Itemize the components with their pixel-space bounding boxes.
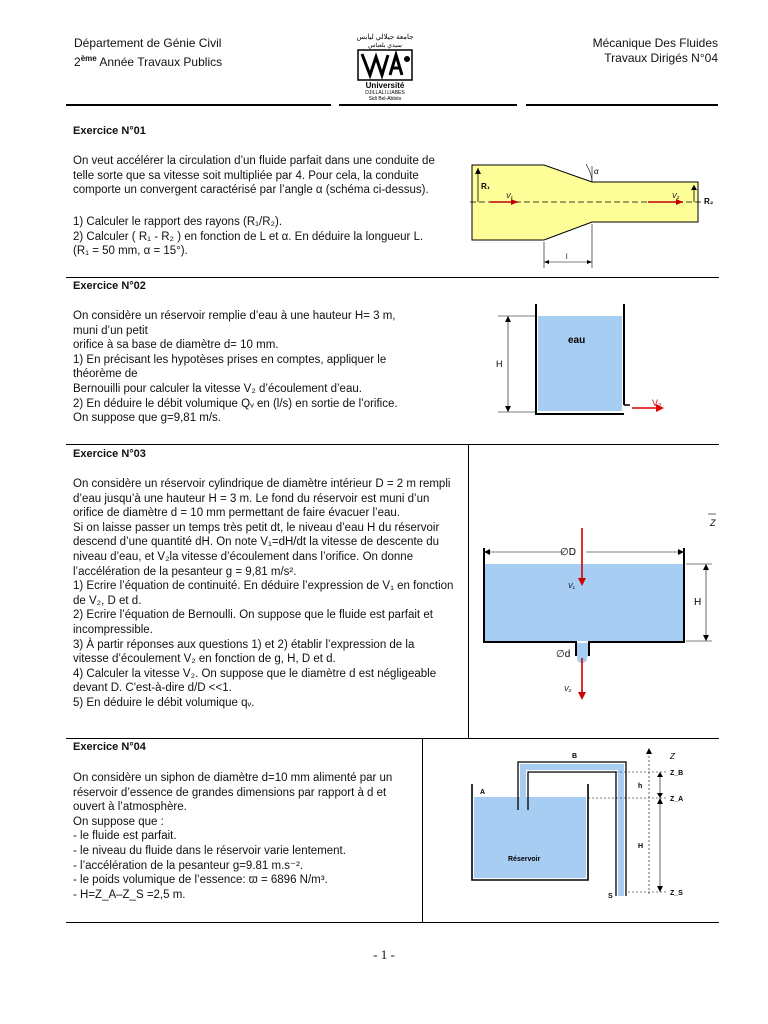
ex1-convergent-figure <box>468 160 720 270</box>
ex3-line: incompressible. <box>73 623 153 636</box>
ex4-h-big-label: H <box>638 843 644 850</box>
ex4-line: On suppose que : <box>73 815 164 828</box>
ex2-line: Bernouilli pour calculer la vitesse V₂ d’écoulement d’eau. <box>73 382 362 395</box>
ex2-line: On considère un réservoir remplie d’eau à une hauteur H= 3 m, <box>73 310 396 322</box>
ex4-line: - l’accélération de la pesanteur g=9.81 m.s⁻². <box>73 859 304 872</box>
ex1-paragraph: On veut accélérer la circulation d’un fluide parfait dans une conduite de telle sorte que sa vitesse soit multipliée par 4. Pour cela, la conduite comporte un convergent caractérisé par l’angle α (schéma ci-dessus). <box>73 155 435 197</box>
ex4-zs-label: Z_S <box>670 890 683 897</box>
ex4-zb-label: Z_B <box>670 770 684 777</box>
ex1-r2-label: R₂ <box>704 197 714 206</box>
ex4-text <box>73 771 418 902</box>
header-divider-middle <box>339 104 517 106</box>
ex3-line: 4) Calculer la vitesse V₂. On suppose que le diamètre d est négligeable <box>73 667 437 680</box>
ex3-cylinder-figure <box>472 508 722 708</box>
ex2-h-label: H <box>496 359 503 369</box>
ex3-v1-label: V₁ <box>568 583 575 590</box>
ex2-line: 1) En précisant les hypotèses prises en comptes, appliquer le <box>73 353 387 366</box>
ex1-l-label: l <box>566 254 568 261</box>
ex3-line: descend d’une quantité dH. On note V₁=dH/dt la vitesse de descente du <box>73 536 440 549</box>
header-year: 2ème Année Travaux Publics <box>74 54 223 69</box>
ex3-v2-label: V₂ <box>564 686 572 693</box>
ex4-reservoir-label: Réservoir <box>508 856 541 863</box>
ex4-column-divider <box>422 738 423 923</box>
ex3-column-divider <box>468 444 469 738</box>
ex3-line: 2) Ecrire l’équation de Bernoulli. On suppose que le fluide est parfait et <box>73 609 433 622</box>
ex4-h-small-label: h <box>638 783 643 790</box>
ex3-line: 3) À partir réponses aux questions 1) et 2) établir l’expression de la <box>73 638 415 651</box>
ex4-line: réservoir d’essence de grandes dimensions par rapport à d et <box>73 786 387 799</box>
ex2-line: muni d’un petit <box>73 324 148 337</box>
ex1-r1-label: R₁ <box>481 182 491 191</box>
ex3-line: 1) Ecrire l’équation de continuité. En déduire l’expression de V₁ en fonction <box>73 580 454 593</box>
ex4-b-label: B <box>572 753 578 760</box>
ex3-h-label: H <box>694 597 702 608</box>
ex3-line: Si on laisse passer un temps très petit dt, le niveau d’eau H du réservoir <box>73 521 440 534</box>
ex4-a-label: A <box>480 789 486 796</box>
ex4-line: On considère un siphon de diamètre d=10 mm alimenté par un <box>73 772 393 784</box>
ex2-divider <box>66 444 719 445</box>
ex3-z-label: Z <box>710 518 716 528</box>
ex4-line: - le fluide est parfait. <box>73 830 177 843</box>
university-logo <box>352 31 418 101</box>
ex4-line: - le niveau du fluide dans le réservoir varie lentement. <box>73 844 346 857</box>
ex4-line: ouvert à l’atmosphère. <box>73 801 187 814</box>
ex3-title: Exercice N°03 <box>73 448 146 460</box>
ex1-v2-label: V₂ <box>672 193 680 200</box>
ex3-text <box>73 477 468 711</box>
ex4-divider <box>66 922 719 923</box>
ex1-q1: 1) Calculer le rapport des rayons (R₁/R₂). <box>73 216 283 228</box>
header-course: Mécanique Des Fluides <box>592 36 718 50</box>
ex4-z-label: Z <box>670 752 675 761</box>
header-department: Département de Génie Civil <box>74 36 222 50</box>
ex3-diamD-label: ∅D <box>560 547 576 558</box>
ex3-divider <box>66 738 719 739</box>
logo-sub1: DJILLALI LIABES <box>365 90 405 96</box>
ex4-s-label: S <box>608 893 613 900</box>
ex4-siphon-figure <box>466 744 722 914</box>
ex2-v2-label: V₂ <box>652 398 662 408</box>
ex1-questions <box>73 215 453 259</box>
ex1-q2: 2) Calculer ( R₁ - R₂ ) en fonction de L et α. En déduire la longueur L. <box>73 230 424 243</box>
ex2-tank-figure <box>490 296 690 421</box>
ex2-line: 2) En déduire le débit volumique Qᵥ en (l/s) en sortie de l’orifice. <box>73 397 398 410</box>
logo-sub2: Sidi Bel-Abbès <box>368 96 402 101</box>
ex4-line: - le poids volumique de l’essence: ϖ = 6896 N/m³. <box>73 874 328 887</box>
ex3-line: niveau d’eau, et V₂la vitesse d’écoulement dans l’orifice. On donne <box>73 550 414 563</box>
ex3-diamd-label: ∅d <box>556 649 571 660</box>
page-number: - 1 - <box>373 947 395 962</box>
header-td-number: Travaux Dirigés N°04 <box>604 51 718 65</box>
ex3-line: On considère un réservoir cylindrique de diamètre intérieur D = 2 m rempli <box>73 478 451 490</box>
ex3-line: d’eau jusqu’à une hauteur H = 3 m. Le fond du réservoir est muni d’un <box>73 492 430 505</box>
ex4-za-label: Z_A <box>670 796 684 803</box>
ex1-q3: (R₁ = 50 mm, α = 15°). <box>73 245 188 258</box>
ex3-line: 5) En déduire le débit volumique qᵥ. <box>73 696 255 709</box>
ex2-line: théorème de <box>73 368 138 381</box>
ex3-line: vitesse d’écoulement V₂ en fonction de g, H, D et d. <box>73 653 336 666</box>
ex3-line: orifice de diamètre d = 10 mm permettant de faire évacuer l’eau. <box>73 507 400 520</box>
ex2-text <box>73 309 453 426</box>
ex1-divider <box>66 277 719 278</box>
ex1-title: Exercice N°01 <box>73 125 146 137</box>
ex2-title: Exercice N°02 <box>73 280 146 292</box>
logo-arabic-text-2: سيدي بلعباس <box>368 43 402 49</box>
header-divider-left <box>66 104 331 106</box>
ex2-eau-label: eau <box>568 335 586 346</box>
ex1-alpha-label: α <box>594 167 599 176</box>
ex1-v1-label: V₁ <box>506 193 513 200</box>
ex2-line: On suppose que g=9,81 m/s. <box>73 412 222 425</box>
header-divider-right <box>526 104 718 106</box>
ex3-line: devant D. C'est-à-dire d/D <<1. <box>73 682 232 695</box>
ex4-title: Exercice N°04 <box>73 741 146 753</box>
ex3-line: l’accélération de la pesanteur g = 9,81 m/s². <box>73 565 297 578</box>
ex4-line: - H=Z_A–Z_S =2,5 m. <box>73 888 186 901</box>
ex3-line: de V₂, D et d. <box>73 594 142 607</box>
logo-name: Université <box>365 81 405 90</box>
ex2-line: orifice à sa base de diamètre d= 10 mm. <box>73 339 279 352</box>
logo-arabic-text: جامعة جيلالي ليابس <box>356 34 414 41</box>
